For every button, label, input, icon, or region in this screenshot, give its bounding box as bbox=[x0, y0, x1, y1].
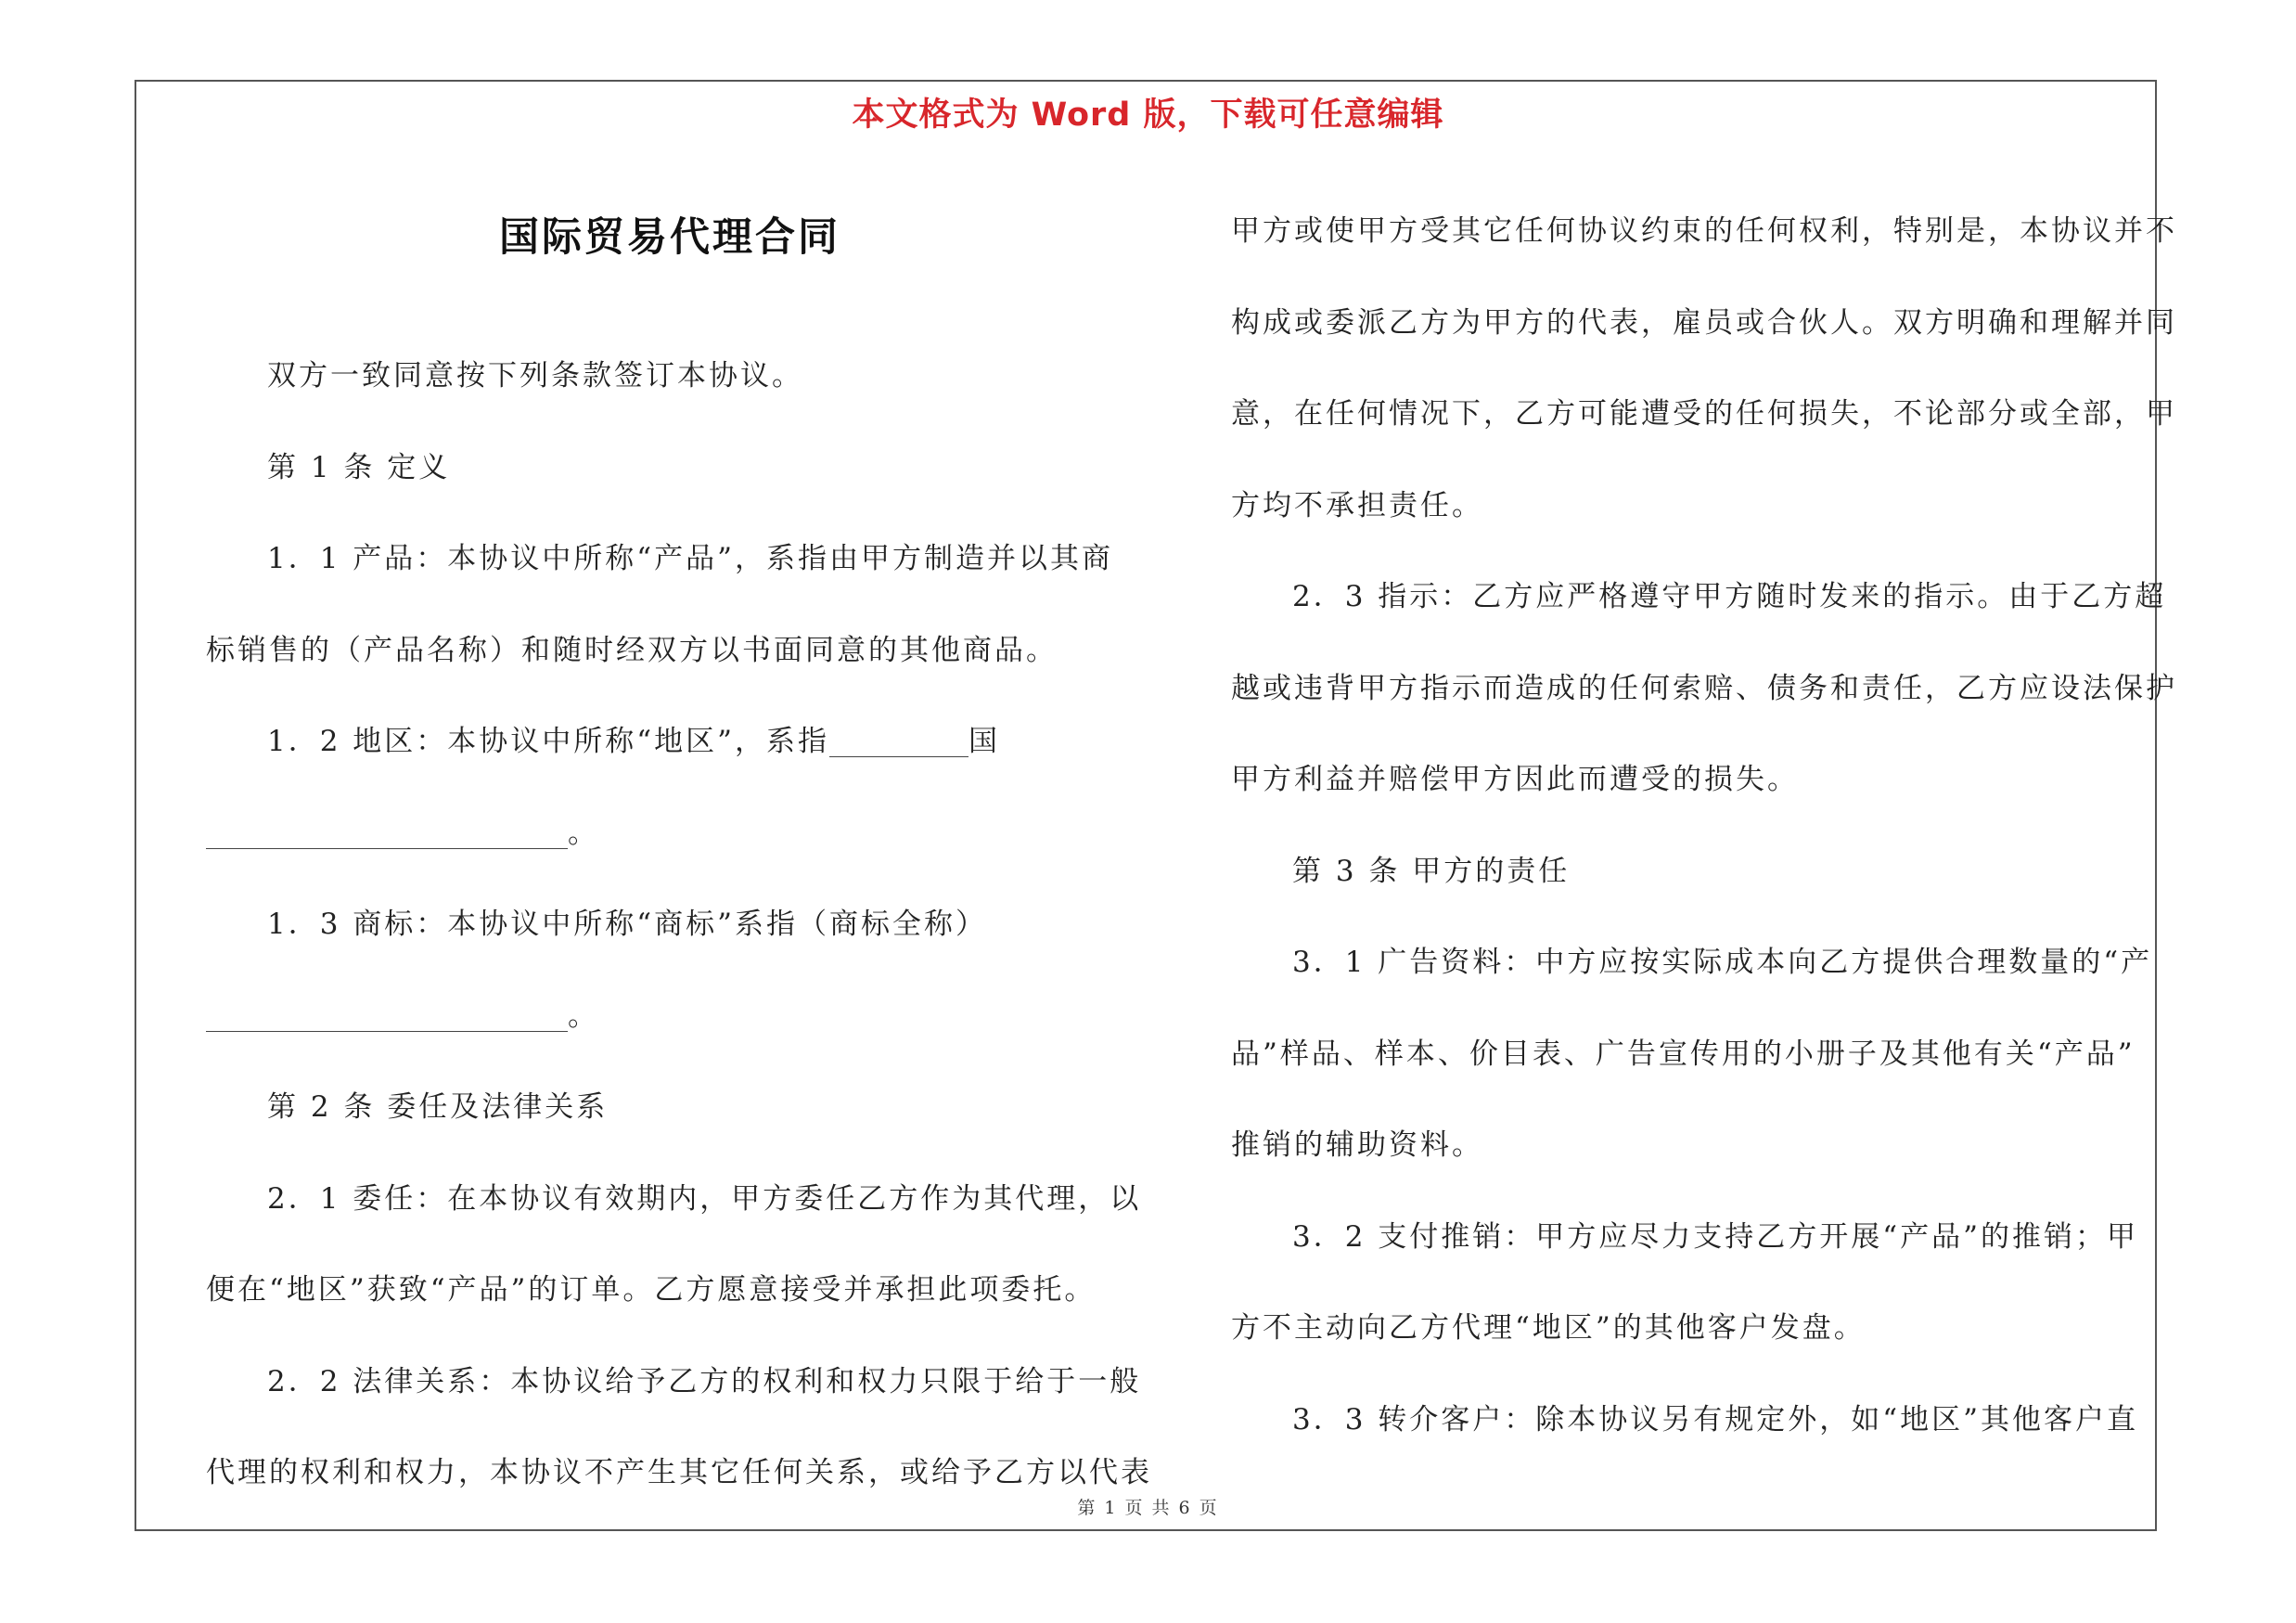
line-text: 第 2 条 委任及法律关系 bbox=[267, 1090, 609, 1124]
paragraph-line bbox=[206, 696, 1134, 788]
paragraph-line bbox=[1231, 643, 2177, 735]
paragraph-line bbox=[206, 422, 1134, 514]
paragraph-line bbox=[206, 605, 1134, 697]
paragraph-line bbox=[206, 1153, 1142, 1245]
line-suffix: 国 bbox=[968, 725, 1000, 758]
paragraph-line bbox=[1231, 1100, 2149, 1191]
fill-in-blank bbox=[206, 820, 568, 849]
paragraph-line bbox=[1231, 277, 2177, 369]
paragraph-line bbox=[206, 788, 1134, 880]
page-number-footer: 第 1 页 共 6 页 bbox=[1077, 1498, 1219, 1518]
line-text: 越或违背甲方指示而造成的任何索赔、债务和责任，乙方应设法保护 bbox=[1231, 671, 2177, 705]
line-text: 3．1 广告资料：中方应按实际成本向乙方提供合理数量的“产 bbox=[1292, 946, 2153, 979]
right-column bbox=[1231, 186, 2177, 1465]
paragraph-line bbox=[1231, 1282, 2149, 1374]
paragraph-line bbox=[1231, 1374, 2149, 1466]
line-text: 推销的辅助资料。 bbox=[1231, 1128, 1483, 1162]
line-text: 标销售的（产品名称）和随时经双方以书面同意的其他商品。 bbox=[206, 633, 1058, 667]
line-text: 2．3 指示：乙方应严格遵守甲方随时发来的指示。由于乙方超 bbox=[1292, 580, 2167, 613]
line-text: 1．3 商标：本协议中所称“商标”系指（商标全称） bbox=[267, 908, 987, 941]
paragraph-line bbox=[1231, 1009, 2149, 1101]
line-text: 代理的权利和权力，本协议不产生其它任何关系，或给予乙方以代表 bbox=[206, 1456, 1152, 1489]
word-format-banner: 本文格式为 Word 版，下载可任意编辑 bbox=[852, 97, 1444, 134]
line-text: 方不主动向乙方代理“地区”的其他客户发盘。 bbox=[1231, 1311, 1866, 1345]
paragraph-line bbox=[206, 330, 1134, 422]
line-text: 甲方利益并赔偿甲方因此而遭受的损失。 bbox=[1231, 763, 1799, 796]
paragraph-line bbox=[1231, 1191, 2149, 1283]
line-text: 构成或委派乙方为甲方的代表，雇员或合伙人。双方明确和理解并同 bbox=[1231, 305, 2177, 340]
line-text: 第 1 条 定义 bbox=[267, 450, 451, 484]
paragraph-line bbox=[206, 879, 1134, 971]
fill-in-blank bbox=[829, 728, 968, 757]
paragraph-line bbox=[1231, 551, 2167, 643]
line-text: 便在“地区”获致“产品”的订单。乙方愿意接受并承担此项委托。 bbox=[206, 1273, 1097, 1307]
line-text: 方均不承担责任。 bbox=[1231, 488, 1483, 522]
paragraph-line bbox=[206, 513, 1134, 605]
line-text: 甲方或使甲方受其它任何协议约束的任何权利，特别是，本协议并不 bbox=[1231, 214, 2177, 248]
line-text: 1．2 地区：本协议中所称“地区”，系指 bbox=[267, 725, 829, 758]
line-text: 2．1 委任：在本协议有效期内，甲方委任乙方作为其代理，以 bbox=[267, 1181, 1142, 1216]
line-text: 3．2 支付推销：甲方应尽力支持乙方开展“产品”的推销；甲 bbox=[1292, 1219, 2138, 1254]
line-suffix: 。 bbox=[568, 816, 599, 850]
paragraph-line bbox=[206, 1062, 1134, 1153]
line-text: 品”样品、样本、价目表、广告宣传用的小册子及其他有关“产品” bbox=[1231, 1037, 2136, 1071]
paragraph-line bbox=[1231, 917, 2153, 1009]
line-text: 2．2 法律关系：本协议给予乙方的权利和权力只限于给于一般 bbox=[267, 1364, 1142, 1398]
line-text: 1．1 产品：本协议中所称“产品”，系指由甲方制造并以其商 bbox=[267, 542, 1113, 575]
line-text: 意，在任何情况下，乙方可能遭受的任何损失，不论部分或全部，甲 bbox=[1231, 397, 2177, 431]
paragraph-line bbox=[1231, 368, 2177, 460]
line-suffix: 。 bbox=[568, 998, 599, 1033]
fill-in-blank bbox=[206, 1003, 568, 1032]
line-text: 第 3 条 甲方的责任 bbox=[1292, 854, 1571, 888]
document-title: 国际贸易代理合同 bbox=[499, 214, 840, 261]
paragraph-line bbox=[1231, 460, 2149, 552]
paragraph-line bbox=[206, 1336, 1142, 1428]
paragraph-line bbox=[206, 1244, 1134, 1336]
paragraph-line bbox=[1231, 826, 2149, 918]
paragraph-line bbox=[1231, 186, 2177, 277]
line-text: 双方一致同意按下列条款签订本协议。 bbox=[267, 359, 803, 393]
paragraph-line bbox=[206, 971, 1134, 1063]
paragraph-line bbox=[1231, 734, 2149, 826]
line-text: 3．3 转介客户：除本协议另有规定外，如“地区”其他客户直 bbox=[1292, 1402, 2138, 1436]
